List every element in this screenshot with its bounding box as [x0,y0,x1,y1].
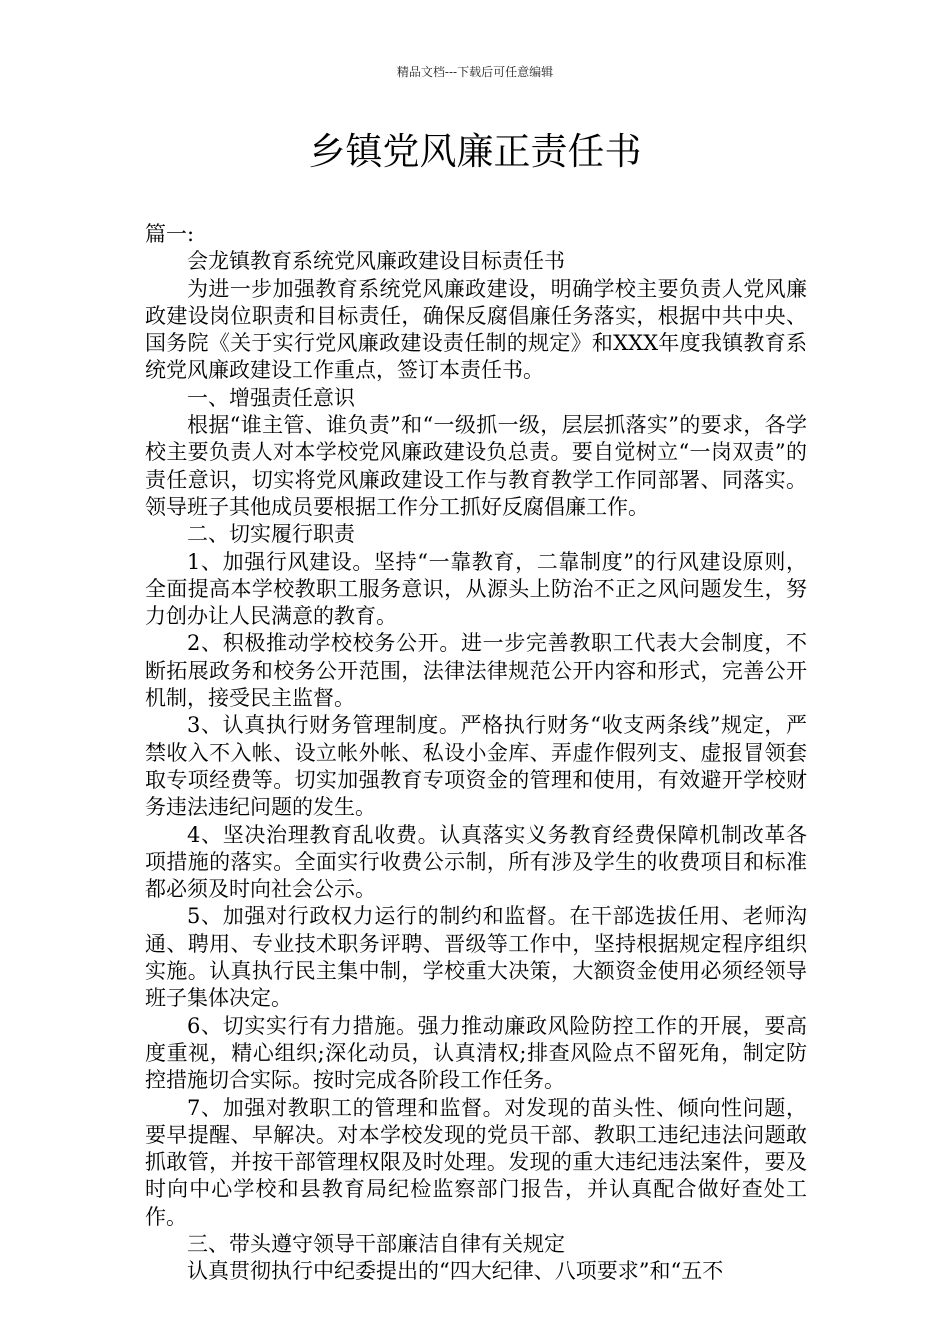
paragraph-item-1: 1、加强行风建设。坚持“一靠教育，二靠制度”的行风建设原则，全面提高本学校教职工服务意识，从源头上防治不正之风问题发生，努力创办让人民满意的教育。 [145,549,807,629]
paragraph-item-2: 2、积极推动学校校务公开。进一步完善教职工代表大会制度，不断拓展政务和校务公开范围，法律法律规范公开内容和形式，完善公开机制，接受民主监督。 [145,631,807,711]
document-body [145,221,807,1286]
section-label: 篇一: [145,222,195,246]
heading-section-1: 一、增强责任意识 [187,385,355,410]
document-title: 乡镇党风廉正责任书 [308,130,642,173]
header-note: 精品文档---下载后可任意编辑 [396,65,554,79]
paragraph-item-5: 5、加强对行政权力运行的制约和监督。在干部选拔任用、老师沟通、聘用、专业技术职务评聘、晋级等工作中，坚持根据规定程序组织实施。认真执行民主集中制，学校重大决策，大额资金使用必须经领导班子集体决定。 [145,904,807,1011]
paragraph-item-7: 7、加强对教职工的管理和监督。对发现的苗头性、倾向性问题，要早提醒、早解决。对本学校发现的党员干部、教职工违纪违法问题敢抓敢管，并按干部管理权限及时处理。发现的重大违纪违法案件，要及时向中心学校和县教育局纪检监察部门报告，并认真配合做好查处工作。 [145,1095,807,1229]
subtitle: 会龙镇教育系统党风廉政建设目标责任书 [187,249,565,274]
paragraph-item-4: 4、坚决治理教育乱收费。认真落实义务教育经费保障机制改革各项措施的落实。全面实行收费公示制，所有涉及学生的收费项目和标准都必须及时向社会公示。 [145,822,807,902]
paragraph-section-1: 根据“谁主管、谁负责”和“一级抓一级，层层抓落实”的要求，各学校主要负责人对本学校党风廉政建设负总责。要自觉树立“一岗双责”的责任意识，切实将党风廉政建设工作与教育教学工作同部署、同落实。领导班子其他成员要根据工作分工抓好反腐倡廉工作。 [145,413,807,519]
paragraph-section-3: 认真贯彻执行中纪委提出的“四大纪律、八项要求”和“五不 [187,1259,724,1284]
paragraph-item-6: 6、切实实行有力措施。强力推动廉政风险防控工作的开展，要高度重视，精心组织;深化动员，认真清权;排查风险点不留死角，制定防控措施切合实际。按时完成各阶段工作任务。 [145,1013,807,1093]
paragraph-item-3: 3、认真执行财务管理制度。严格执行财务“收支两条线”规定，严禁收入不入帐、设立帐外帐、私设小金库、弄虚作假列支、虚报冒领套取专项经费等。切实加强教育专项资金的管理和使用，有效避开学校财务违法违纪问题的发生。 [145,713,807,820]
heading-section-3: 三、带头遵守领导干部廉洁自律有关规定 [187,1231,565,1256]
heading-section-2: 二、切实履行职责 [187,522,355,547]
paragraph-intro: 为进一步加强教育系统党风廉政建设，明确学校主要负责人党风廉政建设岗位职责和目标责任，确保反腐倡廉任务落实，根据中共中央、国务院《关于实行党风廉政建设责任制的规定》和XXX年度我镇教育系统党风廉政建设工作重点，签订本责任书。 [145,276,807,383]
